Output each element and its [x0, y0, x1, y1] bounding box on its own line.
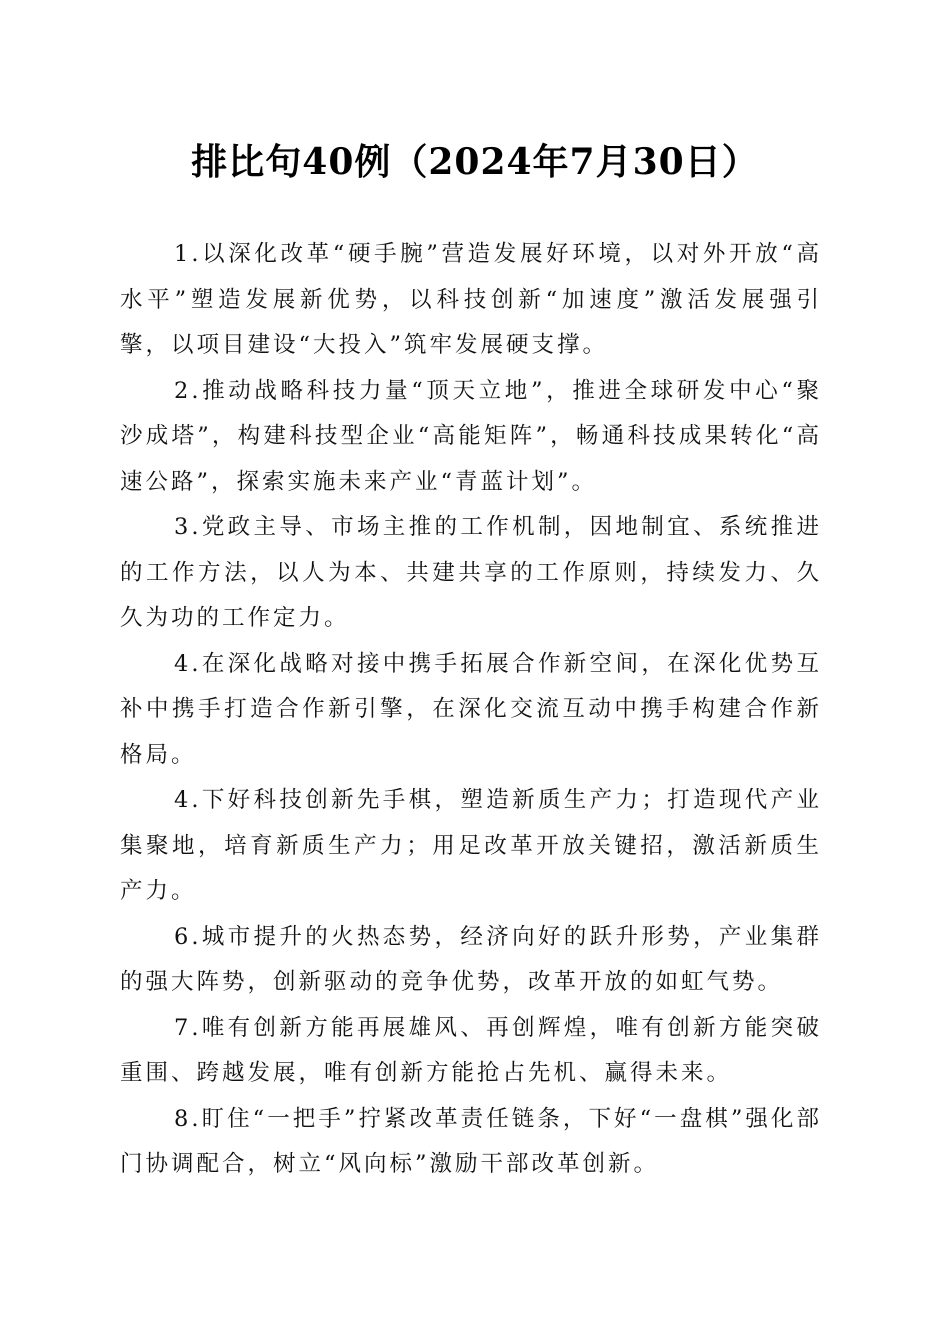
paragraph: 6.城市提升的火热态势，经济向好的跃升形势，产业集群的强大阵势，创新驱动的竞争优势，改革开放的如虹气势。	[120, 923, 822, 995]
paragraph: 1.以深化改革“硬手腕”营造发展好环境，以对外开放“高水平”塑造发展新优势，以科技创新“加速度”激活发展强引擎，以项目建设“大投入”筑牢发展硬支撑。	[120, 241, 822, 358]
paragraph: 3.党政主导、市场主推的工作机制，因地制宜、系统推进的工作方法，以人为本、共建共享的工作原则，持续发力、久久为功的工作定力。	[120, 514, 822, 631]
paragraph: 7.唯有创新方能再展雄风、再创辉煌，唯有创新方能突破重围、跨越发展，唯有创新方能抢占先机、赢得未来。	[120, 1014, 822, 1086]
document-title: 排比句40例（2024年7月30日）	[191, 141, 759, 183]
document-body	[120, 232, 822, 1232]
paragraph: 8.盯住“一把手”拧紧改革责任链条，下好“一盘棋”强化部门协调配合，树立“风向标”激励干部改革创新。	[120, 1105, 822, 1177]
paragraph: 4.在深化战略对接中携手拓展合作新空间，在深化优势互补中携手打造合作新引擎，在深化交流互动中携手构建合作新格局。	[120, 650, 822, 768]
paragraph: 2.推动战略科技力量“顶天立地”，推进全球研发中心“聚沙成塔”，构建科技型企业“高能矩阵”，畅通科技成果转化“高速公路”，探索实施未来产业“青蓝计划”。	[120, 377, 822, 495]
paragraph: 4.下好科技创新先手棋，塑造新质生产力；打造现代产业集聚地，培育新质生产力；用足改革开放关键招，激活新质生产力。	[120, 787, 822, 904]
